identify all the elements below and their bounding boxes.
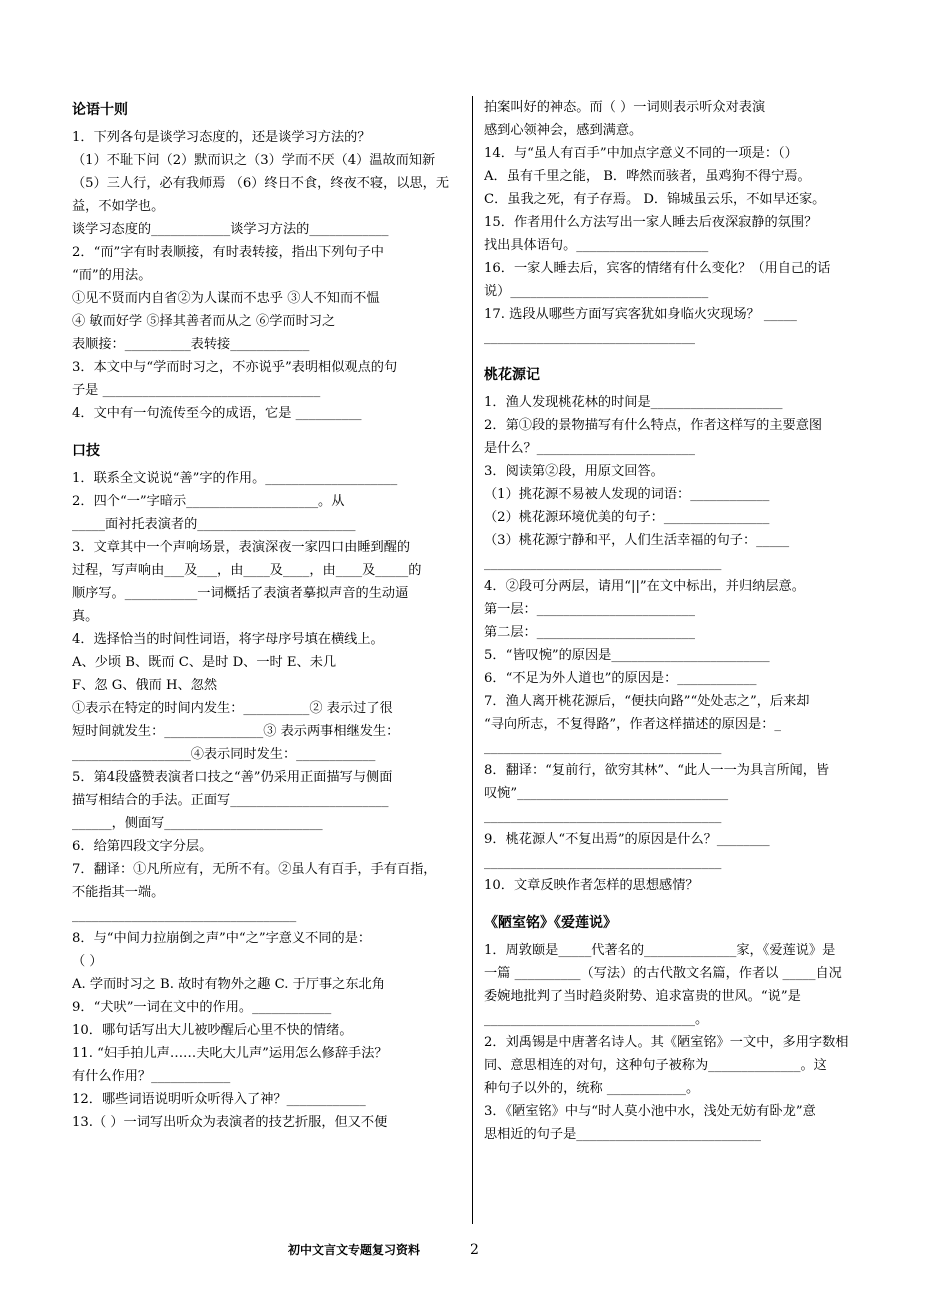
text-line: 8．与“中间力拉崩倒之声”中“之”字意义不同的是： [72, 931, 372, 946]
text-line: ________________________________。 [484, 1012, 709, 1027]
text-line: （ ） [72, 954, 103, 969]
text-line: 9．“犬吠”一词在文中的作用。____________ [72, 1000, 332, 1015]
text-line: （3）桃花源宁静和平，人们生活幸福的句子：_____ [484, 533, 790, 548]
text-line: 3．阅读第②段，用原文回答。 [484, 464, 664, 479]
section-title: 论语十则 [72, 102, 128, 118]
text-line: 5．“皆叹惋”的原因是________________________ [484, 648, 770, 663]
text-line: 3．本文中与“学而时习之，不亦说乎”表明相似观点的句 [72, 360, 398, 375]
text-line: 第一层：________________________ [484, 602, 695, 617]
text-line: 6．“不足为外人道也”的原因是：____________ [484, 671, 757, 686]
text-line: C．虽我之死，有子存焉。 D．锦城虽云乐，不如早还家。 [484, 192, 826, 207]
text-line: 15．作者用什么方法写出一家人睡去后夜深寂静的氛围？ [484, 215, 818, 230]
text-line: F、忽 G、俄而 H、忽然 [72, 678, 218, 693]
text-line: ____________________________________ [484, 855, 722, 870]
text-line: _____面衬托表演者的________________________ [72, 517, 356, 532]
text-line: 2．四个“一”字暗示____________________。从 [72, 494, 345, 509]
text-line: ______，侧面写________________________ [72, 816, 323, 831]
text-line: 7．渔人离开桃花源后，“便扶向路”“处处志之”，后来却 [484, 694, 810, 709]
footer-title: 初中文言文专题复习资料 [288, 1243, 421, 1257]
text-line: （1）挑花源不易被人发现的词语：____________ [484, 487, 770, 502]
text-line: ④ 敏而好学 ⑤择其善者而从之 ⑥学而时习之 [72, 314, 336, 329]
text-line: A、少顷 B、既而 C、是时 D、一时 E、未几 [72, 655, 337, 670]
text-line: （5）三人行，必有我师焉 （6）终日不食，终夜不寝，以思，无 [72, 176, 450, 191]
text-line: 2．刘禹锡是中唐著名诗人。其《陋室铭》一文中，多用字数相 [484, 1035, 849, 1050]
text-line: 有什么作用？____________ [72, 1069, 231, 1084]
column-divider [472, 96, 473, 1224]
text-line: A. 学而时习之 B. 故时有物外之趣 C. 于厅事之东北角 [72, 977, 385, 992]
text-line: 9．桃花源人“不复出焉”的原因是什么？________ [484, 832, 770, 847]
section-title: 口技 [72, 443, 100, 459]
text-line: 5．第4段盛赞表演者口技之“善”仍采用正面描写与侧面 [72, 770, 393, 785]
text-line: “而”的用法。 [72, 268, 152, 283]
left-column [72, 96, 464, 1134]
right-column [484, 96, 884, 1146]
text-line: 4．文中有一句流传至今的成语，它是 __________ [72, 406, 362, 421]
page-number: 2 [470, 1242, 479, 1258]
text-line: 11. “妇手拍儿声……夫叱大儿声”运用怎么修辞手法？ [72, 1046, 388, 1061]
text-line: 2．第①段的景物描写有什么特点，作者这样写的主要意图 [484, 418, 823, 433]
text-line: 找出具体语句。____________________ [484, 238, 709, 253]
text-line: 3．《陋室铭》中与“时人莫小池中水，浅处无妨有卧龙”意 [484, 1104, 816, 1119]
text-line: “寻向所志，不复得路”，作者这样描述的原因是：_ [484, 717, 782, 732]
text-line: A．虽有千里之能， B．哗然而骇者，虽鸡狗不得宁焉。 [484, 169, 811, 184]
text-line: 4．选择恰当的时间性词语，将字母序号填在横线上。 [72, 632, 384, 647]
text-line: 子是 _________________________________ [72, 383, 321, 398]
text-line: 2．“而”字有时表顺接，有时表转接，指出下列句子中 [72, 245, 384, 260]
text-line: 委婉地批判了当时趋炎附势、追求富贵的世风。“说”是 [484, 989, 801, 1004]
text-line: 感到心领神会，感到满意。 [484, 123, 643, 138]
text-line: 过程，写声响由___及___，由____及____，由____及_____的 [72, 563, 422, 578]
text-line: 表顺接：__________表转接____________ [72, 337, 310, 352]
text-line: 14．与“虽人有百手”中加点字意义不同的一项是：（） [484, 146, 798, 161]
text-line: 顺序写。___________一词概括了表演者摹拟声音的生动逼 [72, 586, 409, 601]
section-title: 《陋室铭》《爱莲说》 [484, 915, 617, 931]
text-line: （1）不耻下问（2）默而识之（3）学而不厌（4）温故而知新 [72, 153, 436, 168]
text-line: 第二层：________________________ [484, 625, 695, 640]
text-line: ①见不贤而内自省②为人谋而不忠乎 ③人不知而不愠 [72, 291, 380, 306]
text-line: 1．渔人发现桃花林的时间是____________________ [484, 395, 783, 410]
text-line: 拍案叫好的神态。而（ ）一词则表示听众对表演 [484, 100, 766, 115]
page-footer [0, 1240, 950, 1260]
text-line: 8．翻译：“复前行，欲穷其林”、“此人一一为具言所闻，皆 [484, 763, 830, 778]
text-line: 17. 选段从哪些方面写宾客犹如身临火灾现场？ _____ [484, 307, 797, 322]
text-line: 1．联系全文说说“善”字的作用。____________________ [72, 471, 398, 486]
text-line: ____________________________________ [484, 809, 722, 824]
text-line: 3．文章其中一个声响场景，表演深夜一家四口由睡到醒的 [72, 540, 411, 555]
text-line: 12．哪些词语说明听众听得入了神？____________ [72, 1092, 366, 1107]
text-line: 16．一家人睡去后，宾客的情绪有什么变化？（用自己的话 [484, 261, 831, 276]
text-line: 短时间就发生：_______________③ 表示两事相继发生： [72, 724, 400, 739]
text-line: 一篇 __________（写法）的古代散文名篇，作者以 _____自况 [484, 966, 842, 981]
text-line: （2）桃花源环境优美的句子：________________ [484, 510, 770, 525]
text-line: 益，不如学也。 [72, 199, 165, 214]
text-line: 1．下列各句是谈学习态度的，还是谈学习方法的？ [72, 130, 371, 145]
text-line: 是什么？________________________ [484, 441, 695, 456]
text-line: 真。 [72, 609, 99, 624]
text-line: 10．哪句话写出大儿被吵醒后心里不快的情绪。 [72, 1023, 353, 1038]
text-line: 1．周敦颐是_____代著名的______________家，《爱莲说》是 [484, 943, 836, 958]
text-line: 13.（ ）一词写出听众为表演者的技艺折服，但又不便 [72, 1115, 388, 1130]
text-line: 不能指其一端。 [72, 885, 165, 900]
text-line: 描写相结合的手法。正面写________________________ [72, 793, 389, 808]
text-line: __________________④表示同时发生：____________ [72, 747, 376, 762]
text-line: ____________________________________ [484, 740, 722, 755]
text-line: 思相近的句子是____________________________ [484, 1127, 761, 1142]
text-line: 叹惋”________________________________ [484, 786, 729, 801]
text-line: ____________________________________ [484, 556, 722, 571]
text-line: 4．②段可分两层，请用“||”在文中标出，并归纳层意。 [484, 579, 805, 594]
text-line: 10．文章反映作者怎样的思想感情？ [484, 878, 699, 893]
text-line: ________________________________ [484, 330, 695, 345]
text-line: 种句子以外的，统称 ____________。 [484, 1081, 700, 1096]
text-line: 6．给第四段文字分层。 [72, 839, 213, 854]
text-line: 7．翻译：①凡所应有，无所不有。②虽人有百手，手有百指， [72, 862, 437, 877]
section-title: 桃花源记 [484, 367, 540, 383]
text-line: ①表示在特定的时间内发生：__________② 表示过了很 [72, 701, 393, 716]
text-line: 谈学习态度的____________谈学习方法的____________ [72, 222, 389, 237]
text-line: 说）______________________________ [484, 284, 709, 299]
text-line: __________________________________ [72, 908, 297, 923]
text-line: 同、意思相连的对句，这种句子被称为______________。这 [484, 1058, 827, 1073]
